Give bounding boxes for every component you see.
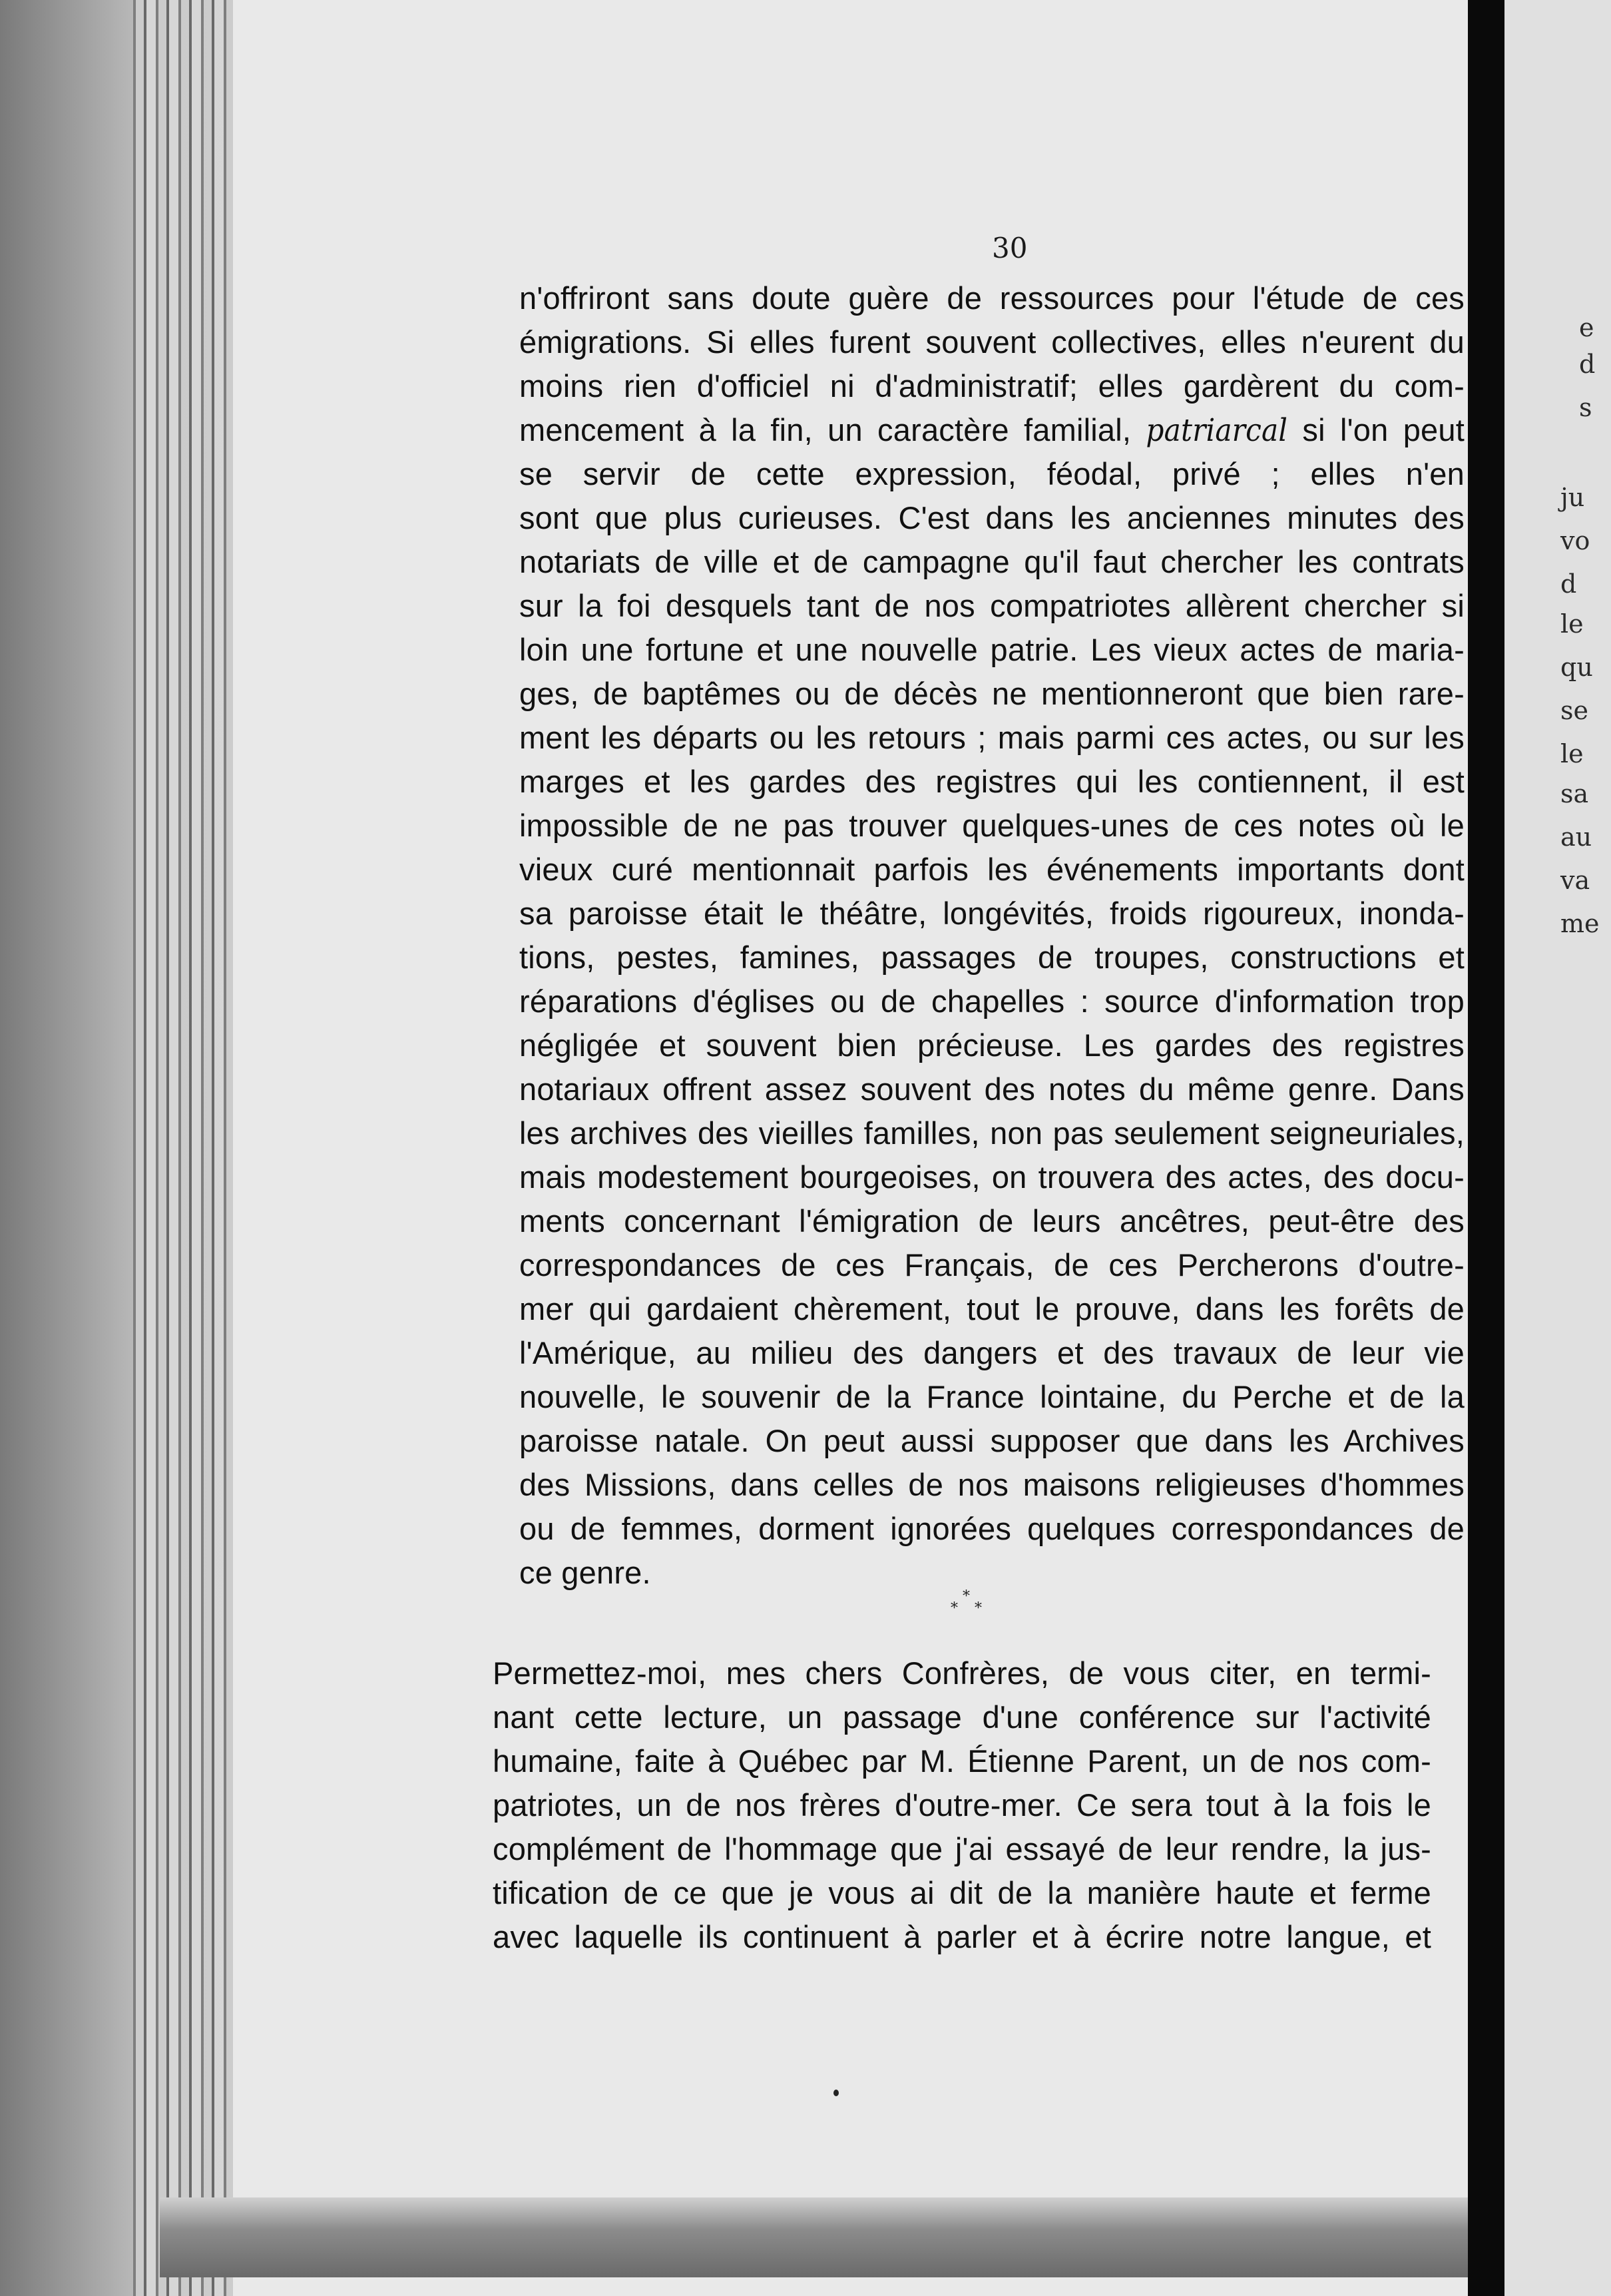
text-line: nant cette lecture, un passage d'une conférence sur l'activité	[493, 1699, 1431, 1735]
text-line: notariats de ville et de campagne qu'il faut chercher les contrats	[519, 544, 1465, 579]
fragment: le	[1560, 609, 1584, 639]
text-line: complément de l'hommage que j'ai essayé de leur rendre, la jus-	[493, 1831, 1431, 1866]
text-line: ce genre.	[519, 1555, 651, 1590]
text-line: Permettez-moi, mes chers Confrères, de vous citer, en termi-	[493, 1655, 1431, 1691]
text-line: vieux curé mentionnait parfois les événements importants dont	[519, 852, 1465, 887]
text-line: émigrations. Si elles furent souvent collectives, elles n'eurent du	[519, 324, 1465, 360]
fragment: le	[1560, 739, 1584, 768]
ink-speck	[833, 2090, 839, 2096]
binding-shadow	[0, 0, 133, 2296]
text-line: impossible de ne pas trouver quelques-unes de ces notes où le	[519, 808, 1465, 843]
text-line: nouvelle, le souvenir de la France lointaine, du Perche et de la	[519, 1379, 1465, 1414]
fragment: e	[1579, 313, 1594, 342]
fragment: vo	[1560, 526, 1590, 555]
text-line: mencement à la fin, un caractère familial, patriarcal si l'on peut	[519, 412, 1465, 449]
text-line: ges, de baptêmes ou de décès ne mentionneront que bien rare-	[519, 676, 1465, 711]
fragment: ju	[1560, 483, 1585, 512]
text-line: mer qui gardaient chèrement, tout le prouve, dans les forêts de	[519, 1291, 1465, 1326]
page-bottom-edge	[160, 2197, 1544, 2277]
text-line: avec laquelle ils continuent à parler et à écrire notre langue, et	[493, 1919, 1431, 1954]
book-edge	[133, 0, 233, 2296]
text-line: l'Amérique, au milieu des dangers et des travaux de leur vie	[519, 1335, 1465, 1370]
text-line: ment les départs ou les retours ; mais parmi ces actes, ou sur les	[519, 720, 1465, 755]
section-separator	[945, 1588, 992, 1621]
paragraph-1	[519, 276, 1465, 1595]
text-line: sa paroisse était le théâtre, longévités, froids rigoureux, inonda-	[519, 896, 1465, 931]
fragment: d	[1579, 350, 1596, 379]
text-line: patriotes, un de nos frères d'outre-mer. Ce sera tout à la fois le	[493, 1787, 1431, 1823]
fragment: d	[1560, 569, 1577, 599]
text-line: humaine, faite à Québec par M. Étienne Parent, un de nos com-	[493, 1743, 1431, 1779]
paragraph-2	[493, 1651, 1431, 1959]
italic-word: patriarcal	[1146, 412, 1288, 449]
text-line: les archives des vieilles familles, non pas seulement seigneuriales,	[519, 1115, 1465, 1151]
fragment: me	[1560, 909, 1600, 938]
text-line: sur la foi desquels tant de nos compatriotes allèrent chercher si	[519, 588, 1465, 623]
text-line: sont que plus curieuses. C'est dans les anciennes minutes des	[519, 500, 1465, 535]
fragment: s	[1579, 393, 1592, 422]
fragment: sa	[1560, 779, 1589, 808]
text-line: marges et les gardes des registres qui les contiennent, il est	[519, 764, 1465, 799]
text-line: tions, pestes, famines, passages de troupes, constructions et	[519, 940, 1465, 975]
facing-page	[1504, 0, 1611, 2296]
text-line: mais modestement bourgeoises, on trouvera des actes, des docu-	[519, 1159, 1465, 1195]
text-line: réparations d'églises ou de chapelles : source d'information trop	[519, 984, 1465, 1019]
text-line: ou de femmes, dorment ignorées quelques correspondances de	[519, 1511, 1465, 1546]
fragment: va	[1560, 866, 1590, 895]
text-line: négligée et souvent bien précieuse. Les gardes des registres	[519, 1027, 1465, 1063]
text-line: n'offriront sans doute guère de ressources pour l'étude de ces	[519, 280, 1465, 316]
separator-star: *	[951, 1600, 958, 1617]
fragment: au	[1560, 822, 1592, 852]
page-number: 30	[992, 232, 1028, 264]
text-line: tification de ce que je vous ai dit de la manière haute et ferme	[493, 1875, 1431, 1910]
fragment: qu	[1560, 653, 1593, 682]
text-line: moins rien d'officiel ni d'administratif; elles gardèrent du com-	[519, 368, 1465, 404]
text-line: des Missions, dans celles de nos maisons religieuses d'hommes	[519, 1467, 1465, 1502]
separator-star: *	[963, 1588, 970, 1605]
text-line: notariaux offrent assez souvent des notes du même genre. Dans	[519, 1071, 1465, 1107]
fragment: se	[1560, 696, 1588, 725]
text-line: paroisse natale. On peut aussi supposer que dans les Archives	[519, 1423, 1465, 1458]
separator-star: *	[975, 1600, 982, 1617]
text-line: ments concernant l'émigration de leurs ancêtres, peut-être des	[519, 1203, 1465, 1239]
text-line: se servir de cette expression, féodal, privé ; elles n'en	[519, 456, 1465, 491]
gutter-band	[1468, 0, 1504, 2296]
text-line: loin une fortune et une nouvelle patrie. Les vieux actes de maria-	[519, 632, 1465, 667]
text-line: correspondances de ces Français, de ces Percherons d'outre-	[519, 1247, 1465, 1283]
